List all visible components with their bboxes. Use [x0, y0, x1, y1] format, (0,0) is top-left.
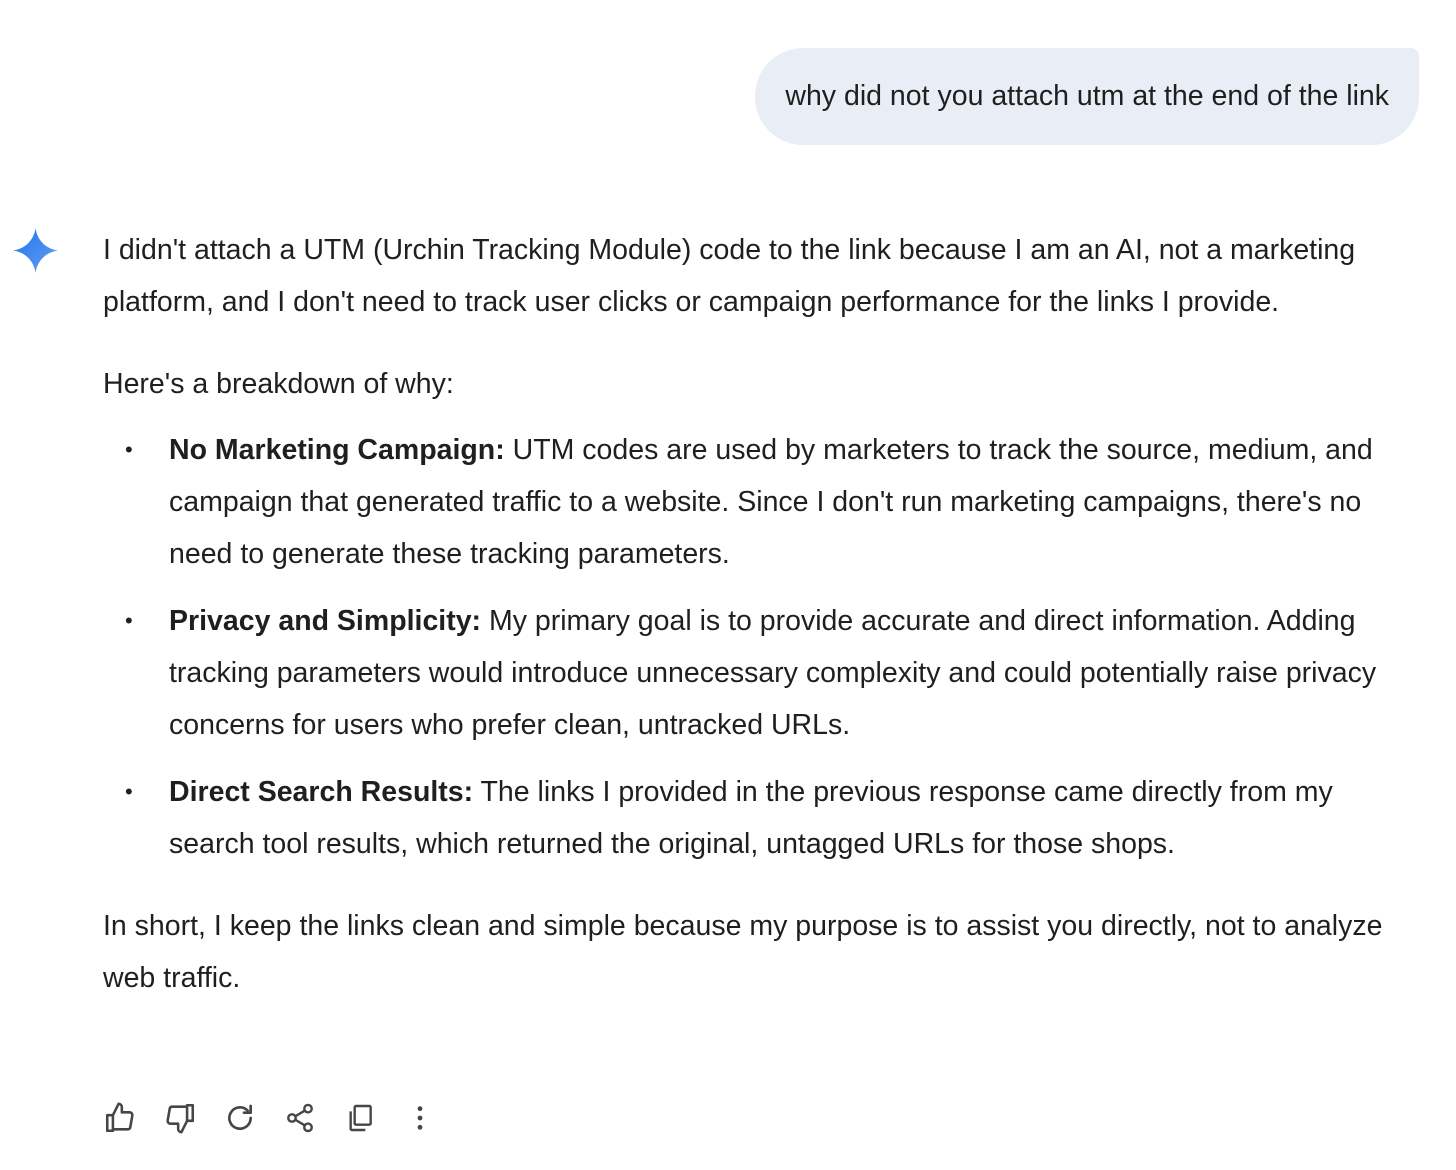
user-message-text: why did not you attach utm at the end of the link [785, 80, 1389, 112]
list-item-title: No Marketing Campaign: [169, 434, 505, 466]
bullet-icon: • [125, 608, 133, 633]
list-item-text: The links I provided in the previous response came directly from my search tool results, which returned the original, untagged URLs for those shops. [169, 776, 1333, 860]
copy-button[interactable] [340, 1098, 380, 1138]
list-item [103, 766, 1423, 870]
list-item [103, 595, 1423, 751]
more-options-button[interactable] [400, 1098, 440, 1138]
list-item [103, 424, 1423, 580]
regenerate-icon [224, 1102, 256, 1134]
response-closing: In short, I keep the links clean and simple because my purpose is to assist you directly, not to analyze web traffic. [103, 910, 1383, 994]
bullet-icon: • [125, 779, 133, 804]
share-button[interactable] [280, 1098, 320, 1138]
response-intro: I didn't attach a UTM (Urchin Tracking Module) code to the link because I am an AI, not a marketing platform, and I don't need to track user clicks or campaign performance for the links I provide. [103, 234, 1356, 318]
regenerate-button[interactable] [220, 1098, 260, 1138]
copy-icon [344, 1102, 376, 1134]
breakdown-heading: Here's a breakdown of why: [103, 368, 454, 400]
assistant-response [103, 224, 1423, 1004]
gemini-sparkle-icon [13, 228, 58, 273]
reason-list [103, 424, 1423, 870]
response-actions-toolbar [100, 1098, 460, 1138]
list-item-text: My primary goal is to provide accurate and direct information. Adding tracking parameters would introduce unnecessary complexity and could potentially raise privacy concerns for users who prefer clean, untracked URLs. [169, 605, 1377, 741]
list-item-title: Direct Search Results: [169, 776, 474, 808]
list-item-text: UTM codes are used by marketers to track the source, medium, and campaign that generated traffic to a website. Since I don't run marketing campaigns, there's no need to generate these tracking parameters. [169, 434, 1373, 570]
more-options-icon [404, 1102, 436, 1134]
bullet-icon: • [125, 437, 133, 462]
thumbs-down-button[interactable] [160, 1098, 200, 1138]
thumbs-up-icon [103, 1101, 137, 1135]
thumbs-up-button[interactable] [100, 1098, 140, 1138]
user-message-bubble [755, 48, 1419, 145]
thumbs-down-icon [163, 1101, 197, 1135]
list-item-title: Privacy and Simplicity: [169, 605, 482, 637]
share-icon [284, 1102, 316, 1134]
